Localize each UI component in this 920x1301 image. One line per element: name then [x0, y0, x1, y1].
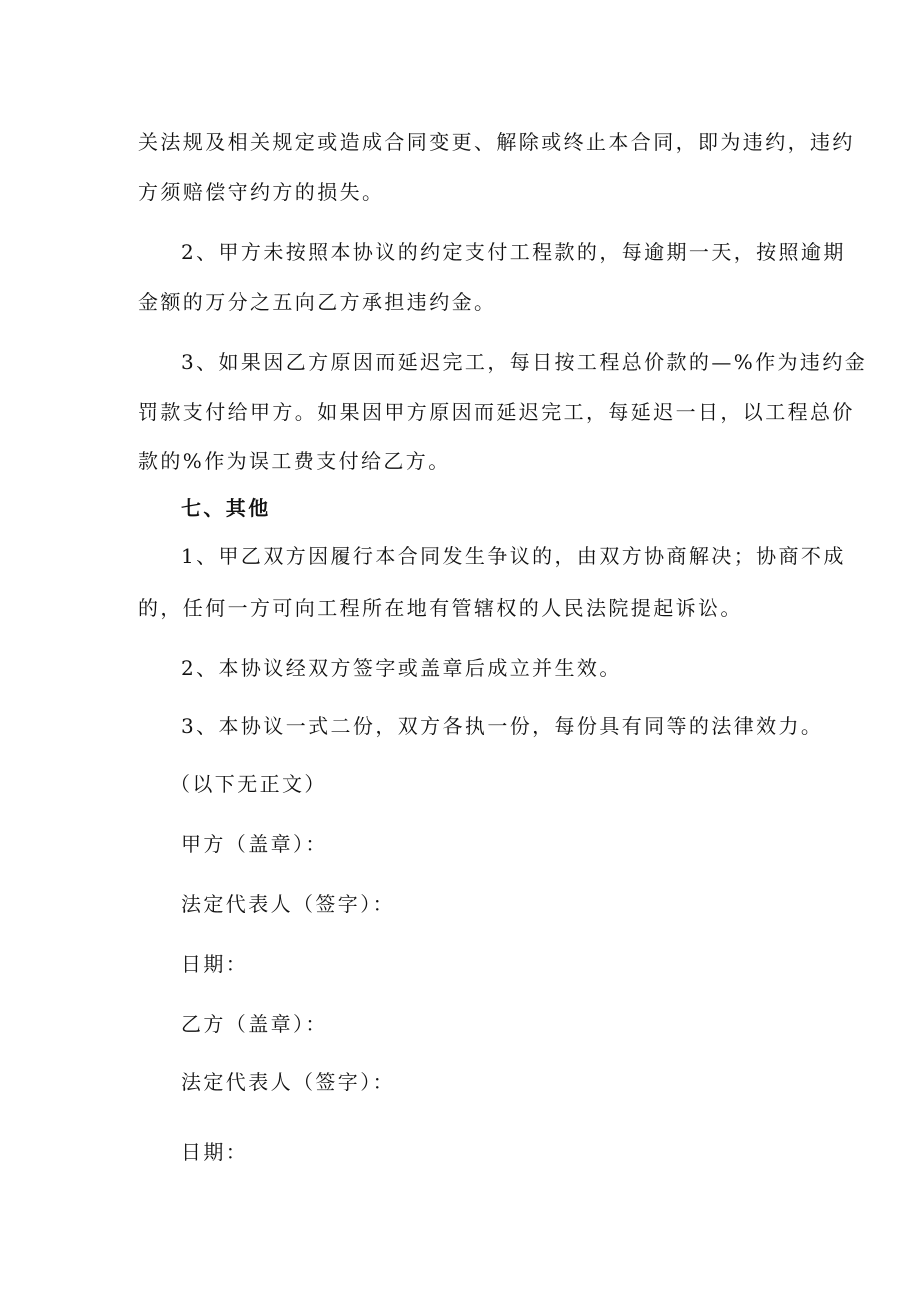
clause-3-text-cont: 罚款支付给甲方。如果因甲方原因而延迟完工，每延迟一日，以工程总价: [138, 400, 855, 424]
party-a-seal-label: 甲方（盖章）：: [181, 832, 328, 856]
party-a-date-label: 日期：: [181, 952, 249, 976]
clause-2-text: 2、甲方未按照本协议的约定支付工程款的，每逾期一天，按照逾期: [181, 240, 846, 264]
other-clause-2-text: 2、本协议经双方签字或盖章后成立并生效。: [181, 656, 622, 680]
clause-text-line: 关法规及相关规定或造成合同变更、解除或终止本合同，即为违约，违约: [138, 130, 855, 154]
other-clause-1-text: 1、甲乙双方因履行本合同发生争议的，由双方协商解决；协商不成: [181, 544, 846, 568]
clause-2-text-cont: 金额的万分之五向乙方承担违约金。: [138, 290, 497, 314]
other-clause-1-text-cont: 的，任何一方可向工程所在地有管辖权的人民法院提起诉讼。: [138, 596, 743, 620]
clause-3-text: 3、如果因乙方原因而延迟完工，每日按工程总价款的—%作为违约金: [181, 350, 868, 374]
party-a-representative-label: 法定代表人（签字）：: [181, 892, 395, 916]
party-b-representative-label: 法定代表人（签字）：: [181, 1070, 395, 1094]
end-of-text-note: （以下无正文）: [170, 772, 327, 796]
other-clause-3-text: 3、本协议一式二份，双方各执一份，每份具有同等的法律效力。: [181, 714, 824, 738]
clause-text-line: 方须赔偿守约方的损失。: [138, 180, 385, 204]
party-b-date-label: 日期：: [181, 1140, 249, 1164]
section-heading-other: 七、其他: [181, 496, 271, 520]
party-b-seal-label: 乙方（盖章）：: [181, 1012, 328, 1036]
clause-3-text-cont: 款的%作为误工费支付给乙方。: [138, 449, 451, 473]
